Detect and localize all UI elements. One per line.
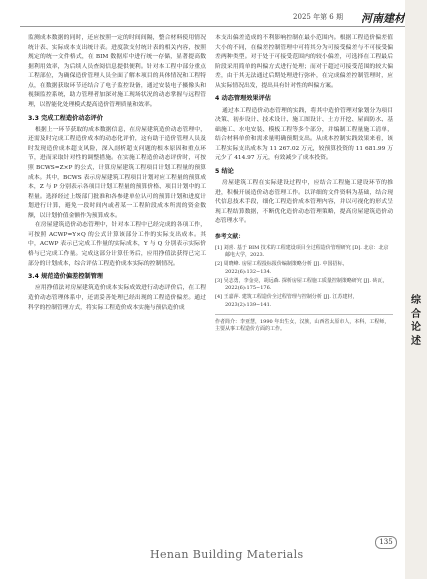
paragraph: 应用挣值法对房屋建筑造价成本实际成效进行动态评价后，在工程造价动态管理体系中，还需妥善处理已经出现的工程造价偏差。通过科学的控制管理方式，将实际工程造价成本实施与预估造价成 [28,285,206,311]
reference-item: [1] 刘喜. 基于 BIM 技术的工程建设项目全过程造价管理研究 [D]. 北京：北京邮电大学，2023. [215,244,389,259]
paragraph: 在房屋建筑造价动态管理中，针对本工程中已经完成的各项工作，可按照 ACWP=Y×Q 的公式计算该部分工作的实际支出成本。其中，ACWP 表示已完成工作量的实际成本，Y 与 Q 分别表示实际价格与已完成工作量。完成这部分计算任务后，应用挣值法获得已完工部分的计划成本，综合评估工程造价成本实际的控制情况。 [28,222,206,267]
right-column [215,34,393,334]
page-header [20,10,405,24]
paragraph: 本支出偏差造成的不利影响控制在最小范围内。根据工程造价偏差值大小的不同，在偏差控制管理中可将其分为可接受偏差与不可接受偏差两种类型。对于处于可接受范围内的较小偏差，可选择在工程最后阶段采用简单的纠偏方式进行处理；而对于超过可接受范围的较大偏差，由于其无法通过后期处理进行弥补，在完成偏差控制管理时，应从实际情况出发，提出具有针对性的纠偏方案。 [215,35,393,89]
header-rule [20,26,415,27]
section-heading: 3.3 完成工程造价动态评价 [28,114,103,122]
side-bar [405,0,427,579]
section-heading: 3.4 规范造价偏差控制管理 [28,273,103,281]
reference-item: [4] 王嘉萍. 建筑工程造价全过程管理与控制分析 [J]. 江苏建材，2023(2):139−141. [215,294,358,308]
right-column-body [215,34,393,227]
section-mark: 综合论述 [411,295,421,347]
left-column [28,34,206,313]
paragraph: 通过本工程造价动态管理的实践，将其中造价管理对象划分为项目决策、初步设计、技术设计、施工图设计、土方开挖、屋面防水、基础施工、水电安装、模板工程等多个部分，并编制工程量施工清单，结合材料单价和需求量明确预期支出。从成本控制实践效果来看，该工程实际支出成本为 11 267.02 万元，较预算投资的 11 681.99 万元少了 414.97 万元，有效减少了成本投资。 [215,107,393,162]
reference-item: [2] 周晓峰. 房屋工程投标报价编制策略分析 [J]. 中国招标，2022(6):132−134. [215,261,348,275]
paragraph: 监测成本数据的同时，还应按照一定的时间间隔，整合材料使用情况统计表、实际成本支出统计表。进度款支付统计表的相关内容，按照规定的统一文件格式，在 BIM 数据库中进行统一存储，显著提高数据利用效率，为后续人员查阅信息提供便利。针对本工程中部分重点工程部位，为确保造价管理人员全面了解本项目的具体情况和工程特点，在数据获取环节还结合了电子监控设备，通过安装电子摄像头和视频监控系统，助力管理者加深对施工现场状况的动态掌握与远程管理，以智能化处理模式提高造价管理质量和效率。 [28,35,206,108]
references-heading: 参考文献： [215,234,244,241]
paragraph: 房屋建筑工程在实际建设过程中，应结合工程施工建设环节的推进，积极开展造价动态管理工作。以详细的文件资料为基础，结合现代信息技术手段，细化工程造价成本管理内容，并以可视化的形式呈现工程结算数据，不断优化造价动态管理策略，提高房屋建筑造价动态管理水平。 [215,180,393,225]
section-heading: 5 结论 [215,167,234,175]
footer-journal-title: Henan Building Materials [150,548,304,561]
author-rule [215,314,393,315]
journal-title: 河南建材 [361,12,405,25]
section-heading: 4 动态管理效果评估 [215,95,271,103]
reference-item: [3] 吴志勇，李金亮，胡远森. 探析房屋工程施工质量控制策略研究 [J]. 砖瓦，2022(6):175−176. [215,277,388,292]
author-note: 作者简介：李亚慧，1990 年出生女，汉族，山西省太原市人，本科，工程师，主要从事工程造价方面的工作。 [215,318,390,333]
page-number: 135 [375,536,397,549]
reference-list [215,245,393,310]
paragraph: 根据上一环节获取的成本数据信息，在房屋建筑造价动态管理中，还需及时完成工程造价成本的动态化评价，这有助于造价管理人员及时发现造价成本超支风险，深入剖析超支问题的根本原因和重点环节，进而采取针对性的调整措施。在实施工程造价动态评价时，可按照 BCWS=Z×P 的公式，计算房屋建筑工程项目计划工程量的预算成本。其中，BCWS 表示房屋建筑工程项目计划对应工程量的预算成本，Z 与 P 分别表示各项目计划工程量的预算价格、项目计划中的工程量。选择经过上级部门批准和各参建单位认可的预算计划和进度计划进行计算，避免一段时间内或者某一工程阶段成本所需的资金数额，以计划价值金额作为预算成本。 [28,126,206,219]
issue-label: 2025 年第 6 期 [293,13,343,21]
